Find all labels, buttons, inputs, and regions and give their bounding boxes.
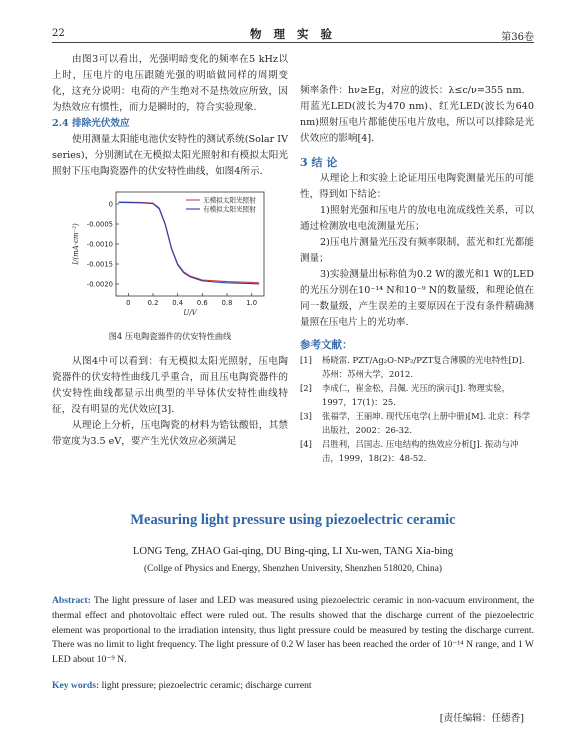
keywords-text: light pressure; piezoelectric ceramic; discharge current xyxy=(101,680,312,691)
right-column xyxy=(300,83,534,465)
y-tick-label: 0 xyxy=(108,200,113,209)
left-paragraph-1: 由图3可以看出，光强明暗变化的频率在5 kHz以上时，压电片的电压跟随光强的明暗做同样的周期变化，这充分说明：电荷的产生绝对不是热效应所致，因为热效应有惯性，而力是瞬时的，符合实验现象. xyxy=(52,54,288,113)
running-header xyxy=(52,26,534,43)
english-authors: LONG Teng, ZHAO Gai-qing, DU Bing-qing, LI Xu-wen, TANG Xia-bing xyxy=(132,546,454,557)
x-axis-label: U/V xyxy=(183,309,197,317)
figure-caption: 图4 压电陶瓷器件的伏安特性曲线 xyxy=(108,331,232,341)
series-line-1 xyxy=(119,202,260,283)
left-paragraph-3: 从图4中可以看到：有无模拟太阳光照射，压电陶瓷器件的伏安特性曲线几乎重合，而且压电陶瓷器件的伏安特性曲线都显示出典型的半导体伏安特性曲线特征，没有明显的光伏效应[3]. xyxy=(52,356,288,415)
right-paragraph-1b: 用蓝光LED(波长为470 nm)、红光LED(波长为640 nm)照射压电片都能使压电片放电，所以可以排除是光伏效应的影响[4]. xyxy=(300,101,534,144)
conclusion-item-3: 3)实验测量出标称值为0.2 W的激光和1 W的LED的光压分别在10⁻¹⁴ N和10⁻⁹ N的数量级，和理论值在同一数量级，产生误差的主要原因在于没有条件精确测量照在压电片上的光功率. xyxy=(300,269,534,328)
english-keywords xyxy=(52,680,534,691)
y-tick-label: -0.0015 xyxy=(86,260,113,269)
reference-list xyxy=(300,353,534,465)
page-number: 22 xyxy=(52,28,65,39)
x-tick-label: 0 xyxy=(126,299,131,307)
y-tick-label: -0.0020 xyxy=(86,280,113,289)
x-tick-label: 0.2 xyxy=(147,299,159,307)
y-tick-label: -0.0005 xyxy=(86,220,113,229)
english-affiliation: (Collge of Physics and Energy, Shenzhen University, Shenzhen 518020, China) xyxy=(143,564,443,574)
right-paragraph-1a: 频率条件：hν≥Eg，对应的波长：λ≤c/ν=355 nm. xyxy=(300,85,525,96)
conclusion-item-2: 2)压电片测量光压没有频率限制，蓝光和红光都能测量； xyxy=(300,237,534,264)
x-tick-label: 0.6 xyxy=(196,299,208,307)
iv-curve-chart xyxy=(70,186,270,322)
right-paragraph-2: 从理论上和实验上论证用压电陶瓷测量光压的可能性，得到如下结论： xyxy=(300,173,534,200)
volume-label: 第36卷 xyxy=(501,32,534,43)
keywords-label: Key words: xyxy=(52,680,100,691)
legend-label: 无模拟太阳光照射 xyxy=(203,196,256,205)
x-tick-label: 0.4 xyxy=(172,299,184,307)
references-heading: 参考文献： xyxy=(300,339,353,351)
section-heading-3: 3 结 论 xyxy=(300,156,338,169)
english-abstract xyxy=(52,594,534,668)
abstract-label: Abstract: xyxy=(52,595,91,606)
abstract-text: The light pressure of laser and LED was measured using piezoelectric ceramic in non-vacuum environment, the thermal effect and photovoltaic effect were ruled out. The results showed that the discharge current of the piezoelectric element was proportional to the irradiation intensity, thus light pressure could be measured by testing the discharge current. There was no limit to light frequency. The light pressure of 0.2 W laser has been reached the order of 10⁻¹⁴ N range, and 1 W LED about 10⁻⁹ N. xyxy=(52,595,534,666)
iv-curve-figure xyxy=(70,186,270,322)
legend-label: 有模拟太阳光照射 xyxy=(203,205,256,214)
x-tick-label: 0.8 xyxy=(221,299,233,307)
series-line-2 xyxy=(119,202,260,284)
section-heading-2-4: 2.4 排除光伏效应 xyxy=(52,118,130,129)
y-tick-label: -0.0010 xyxy=(86,240,113,249)
reference-item: [4] 吕胜利，吕国志. 压电结构的热效应分析[J]. 振动与冲击，1999，18(2)：48-52. xyxy=(300,439,519,463)
journal-title: 物 理 实 验 xyxy=(249,27,336,41)
reference-item: [1] 杨晓雷. PZT/Ag₂O-NP₂/PZT复合薄膜的光电特性[D]. 苏州：苏州大学，2012. xyxy=(300,355,525,379)
left-paragraph-2: 使用测量太阳能电池伏安特性的测试系统(Solar IV series)，分别测试在无模拟太阳光照射和有模拟太阳光照射下压电陶瓷器件的伏安特性曲线，如图4所示. xyxy=(52,134,288,177)
reference-item: [2] 李成仁，崔金松，吕佩. 光压的演示[J]. 物理实验，1997，17(1)：25. xyxy=(300,383,511,407)
left-paragraph-4: 从理论上分析，压电陶瓷的材料为锆钛酸铅，其禁带宽度为3.5 eV，要产生光伏效应必须满足 xyxy=(52,420,288,447)
conclusion-item-1: 1)照射光强和压电片的放电电流成线性关系，可以通过检测放电电流测量光压； xyxy=(300,205,534,232)
y-axis-label: I/(mA·cm⁻²) xyxy=(72,223,80,265)
x-tick-label: 1.0 xyxy=(246,299,258,307)
english-title: Measuring light pressure using piezoelectric ceramic xyxy=(130,512,456,528)
editor-note: [责任编辑：任德香] xyxy=(439,713,524,724)
left-column xyxy=(52,52,288,450)
reference-item: [3] 张福学，王丽坤. 现代压电学(上册中册)[M]. 北京：科学出版社，2002：26-32. xyxy=(300,411,531,435)
